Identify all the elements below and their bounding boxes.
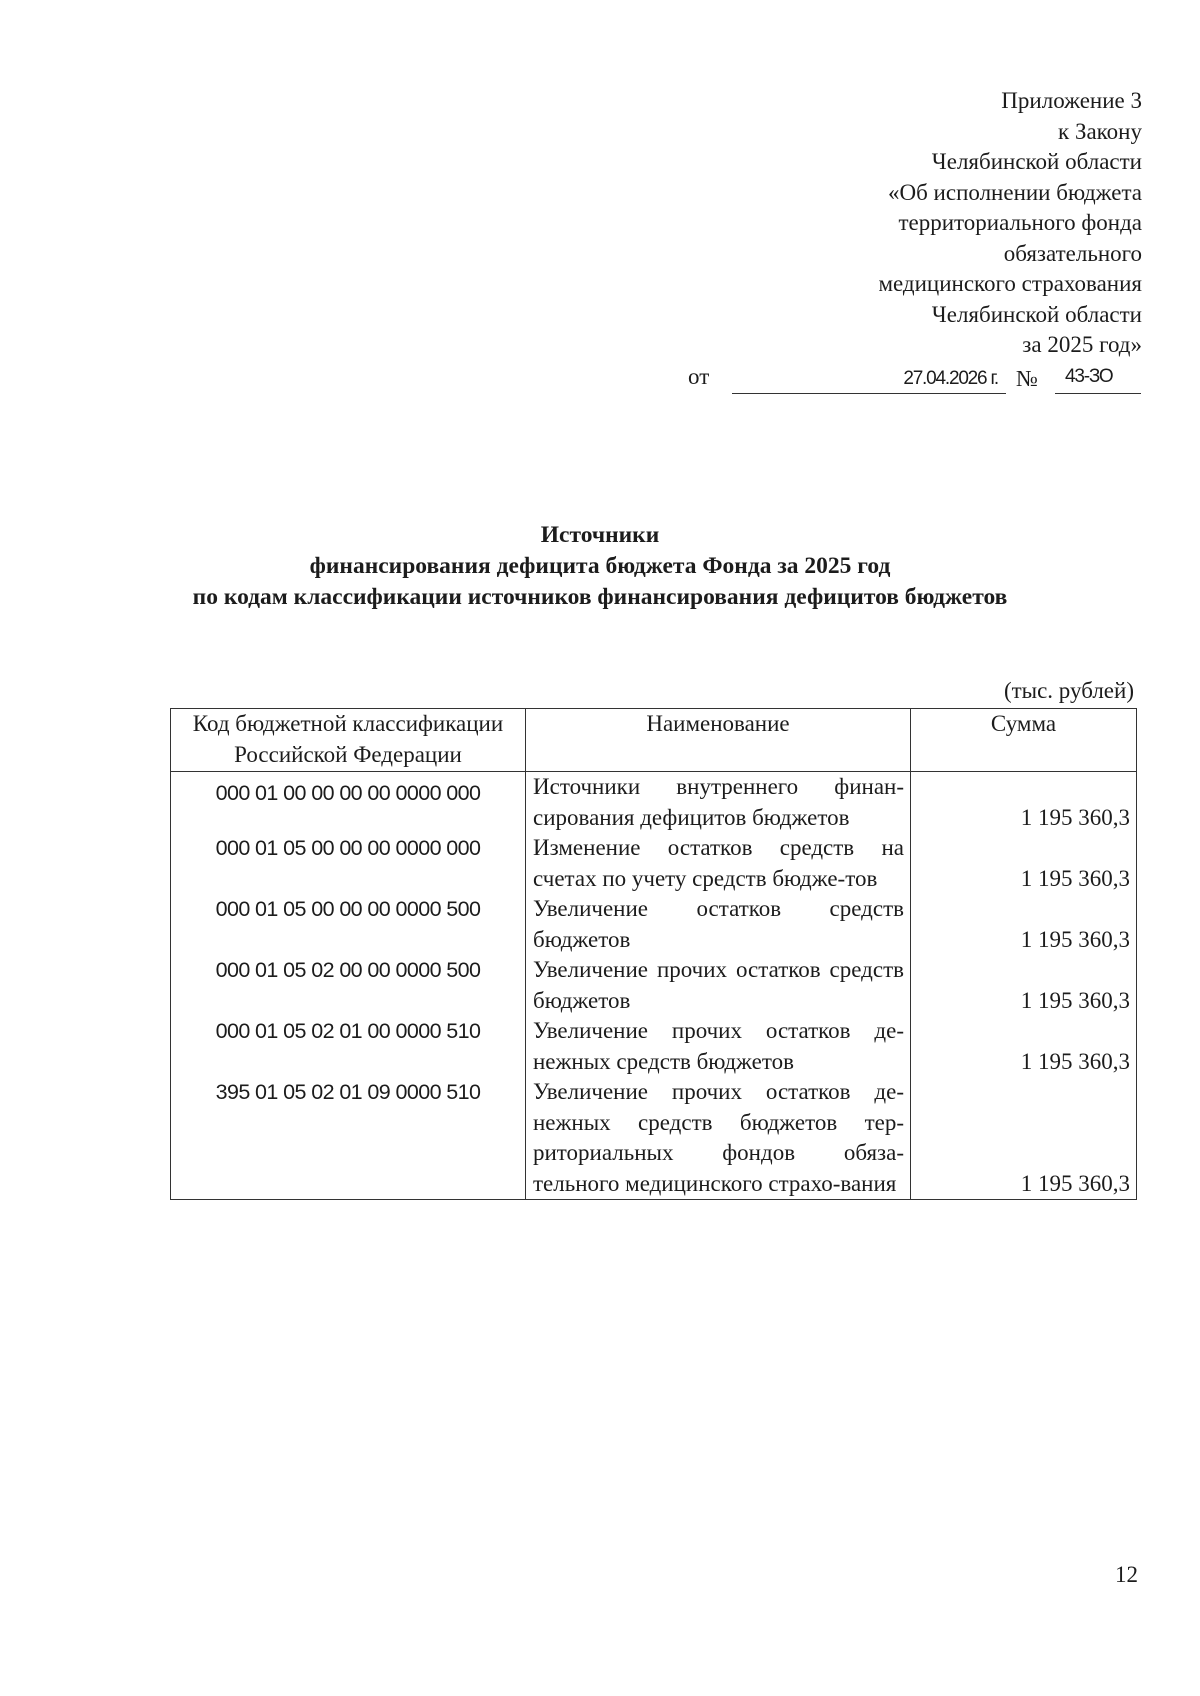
table-row [171, 772, 1137, 834]
title-line-3: по кодам классификации источников финансирования дефицитов бюджетов [192, 584, 1008, 610]
row-name: Источники внутреннего финан-сирования дефицитов бюджетов [526, 772, 911, 834]
row-name: Увеличение прочих остатков де-нежных средств бюджетов [526, 1016, 911, 1077]
row-code: 000 01 05 00 00 00 0000 000 [171, 833, 526, 894]
appendix-line: за 2025 год» [1022, 332, 1142, 357]
number-sign: № [1016, 366, 1038, 391]
appendix-line: Челябинской области [931, 149, 1142, 174]
row-sum: 1 195 360,3 [911, 1016, 1137, 1077]
row-sum: 1 195 360,3 [911, 955, 1137, 1016]
date-prefix: от [688, 364, 710, 389]
appendix-line: медицинского страхования [878, 271, 1142, 296]
title-line-2: финансирования дефицита бюджета Фонда за 2025 год [309, 553, 891, 579]
appendix-line: территориального фонда [898, 210, 1142, 235]
appendix-line: к Закону [1058, 118, 1142, 144]
row-name: Увеличение прочих остатков де-нежных средств бюджетов тер-риториальных фондов обяза-тельного медицинского страхо-вания [526, 1077, 911, 1200]
table-row [171, 833, 1137, 894]
sources-table [170, 708, 1137, 1200]
header-sum: Сумма [911, 709, 1137, 772]
document-title [0, 520, 1200, 613]
appendix-header [722, 86, 1142, 361]
law-number: 43-ЗО [1065, 366, 1113, 387]
number-field [1055, 361, 1141, 394]
row-name: Увеличение остатков средств бюджетов [526, 894, 911, 955]
row-code: 000 01 00 00 00 00 0000 000 [171, 772, 526, 834]
appendix-line: обязательного [1003, 240, 1142, 266]
header-name: Наименование [526, 709, 911, 772]
table-header-row [171, 709, 1137, 772]
row-code: 000 01 05 00 00 00 0000 500 [171, 894, 526, 955]
date-field [732, 361, 1006, 394]
table-row [171, 1077, 1137, 1200]
row-name: Изменение остатков средств на счетах по учету средств бюдже-тов [526, 833, 911, 894]
row-code: 395 01 05 02 01 09 0000 510 [171, 1077, 526, 1200]
row-sum: 1 195 360,3 [911, 1077, 1137, 1200]
law-date: 27.04.2026 г. [903, 368, 998, 389]
appendix-line: Челябинской области [931, 301, 1142, 327]
row-sum: 1 195 360,3 [911, 772, 1137, 834]
table-row [171, 955, 1137, 1016]
row-code: 000 01 05 02 01 00 0000 510 [171, 1016, 526, 1077]
row-sum: 1 195 360,3 [911, 894, 1137, 955]
row-code: 000 01 05 02 00 00 0000 500 [171, 955, 526, 1016]
title-line-1: Источники [540, 522, 660, 548]
units-label: (тыс. рублей) [1003, 678, 1134, 703]
row-sum: 1 195 360,3 [911, 833, 1137, 894]
date-number-line [688, 362, 1142, 394]
table-row [171, 894, 1137, 955]
header-code: Код бюджетной классификации Российской Федерации [171, 709, 526, 772]
appendix-line: Приложение 3 [1001, 88, 1142, 113]
row-name: Увеличение прочих остатков средств бюджетов [526, 955, 911, 1016]
table-row [171, 1016, 1137, 1077]
appendix-line: «Об исполнении бюджета [887, 179, 1142, 205]
page-number: 12 [1115, 1562, 1138, 1587]
